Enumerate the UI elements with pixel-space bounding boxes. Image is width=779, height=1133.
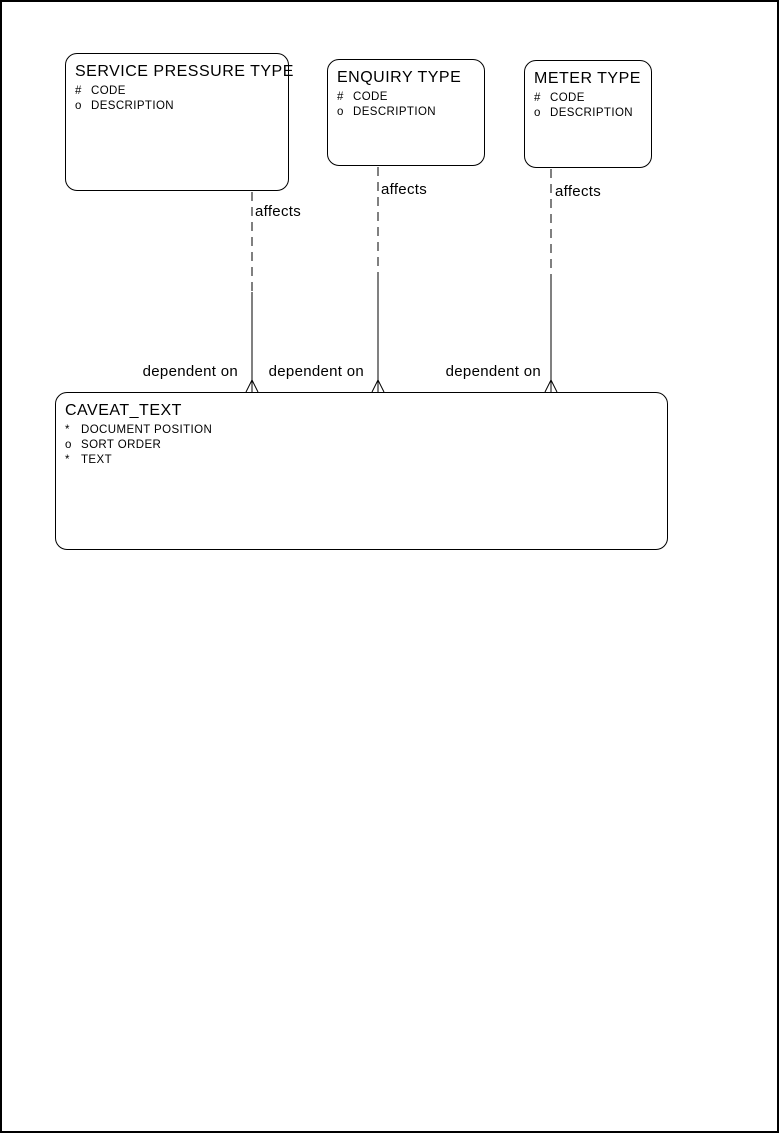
attribute-name: CODE [550, 92, 585, 104]
attribute-name: TEXT [81, 454, 112, 466]
attribute-name: DESCRIPTION [550, 107, 633, 119]
entity-service-pressure-type[interactable] [65, 53, 294, 191]
entity-title: ENQUIRY TYPE [337, 69, 462, 86]
attribute-optionality-mark: * [65, 424, 70, 436]
entity-title: SERVICE PRESSURE TYPE [75, 63, 294, 80]
attribute-optionality-mark: * [65, 454, 70, 466]
relationship-line-enquiry-type-caveat-text[interactable] [372, 167, 384, 392]
attribute-list [75, 84, 279, 114]
entity-caveat-text[interactable] [55, 392, 668, 550]
attribute-optionality-mark: # [534, 92, 541, 104]
attribute-name: CODE [91, 85, 126, 97]
attribute-row [337, 90, 475, 105]
attribute-list [337, 90, 475, 120]
attribute-optionality-mark: o [75, 100, 82, 112]
entity-enquiry-type[interactable] [327, 59, 485, 166]
crow-foot-icon [372, 380, 384, 392]
relationship-label-affects: affects [255, 203, 302, 220]
relationship-label-dependent-on: dependent on [445, 363, 541, 380]
attribute-name: SORT ORDER [81, 439, 162, 451]
relationship-label-dependent-on: dependent on [268, 363, 364, 380]
attribute-name: DOCUMENT POSITION [81, 424, 213, 436]
attribute-row [337, 105, 475, 120]
attribute-name: DESCRIPTION [353, 106, 436, 118]
attribute-optionality-mark: o [65, 439, 72, 451]
entity-title: CAVEAT_TEXT [65, 402, 182, 419]
relationship-label-affects: affects [555, 183, 602, 200]
attribute-row [75, 84, 279, 99]
relationship-line-meter-type-caveat-text[interactable] [545, 169, 557, 392]
attribute-row [534, 91, 642, 106]
attribute-row [534, 106, 642, 121]
entity-meter-type[interactable] [524, 60, 652, 168]
attribute-name: DESCRIPTION [91, 100, 174, 112]
attribute-row [65, 453, 658, 468]
entity-title: METER TYPE [534, 70, 641, 87]
attribute-name: CODE [353, 91, 388, 103]
relationship-label-affects: affects [381, 181, 428, 198]
attribute-row [65, 438, 658, 453]
attribute-list [65, 423, 658, 468]
relationship-label-dependent-on: dependent on [142, 363, 238, 380]
crow-foot-icon [246, 380, 258, 392]
relationship-line-service-pressure-type-caveat-text[interactable] [246, 192, 258, 392]
attribute-optionality-mark: o [337, 106, 344, 118]
crow-foot-icon [545, 380, 557, 392]
attribute-row [65, 423, 658, 438]
attribute-optionality-mark: # [75, 85, 82, 97]
attribute-optionality-mark: o [534, 107, 541, 119]
attribute-row [75, 99, 279, 114]
attribute-list [534, 91, 642, 121]
attribute-optionality-mark: # [337, 91, 344, 103]
